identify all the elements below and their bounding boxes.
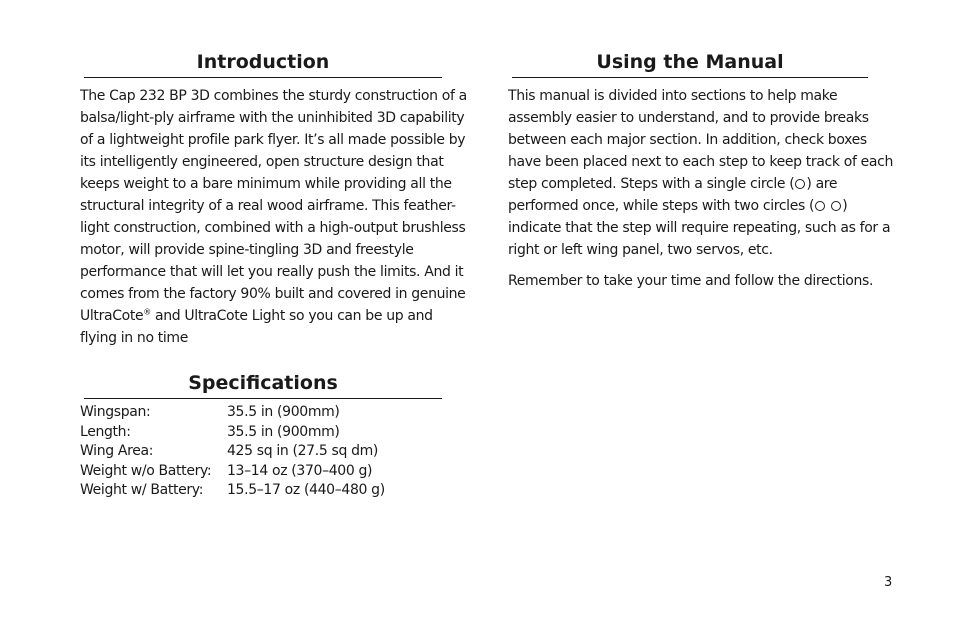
introduction-heading: Introduction [84,50,442,78]
manual-text-part3: ) indicate that the step will require repeating, such as for a right or left wing panel, two servos, etc. [508,198,891,258]
registered-mark: ® [143,307,151,317]
spec-row [80,442,385,462]
spec-label: Wing Area: [80,443,154,459]
manual-text-part1: This manual is divided into sections to help make assembly easier to understand, and to provide breaks between each major section. In addition, check boxes have been placed next to each step to keep track of each step completed. Steps with a single circle ( [508,88,894,192]
using-manual-paragraph [508,85,900,261]
spec-row [80,423,385,443]
page-number: 3 [884,575,893,590]
circle-icon [795,179,805,189]
specifications-table [80,403,385,501]
circle-icon [831,201,841,211]
specifications-heading: Specifications [84,371,442,399]
spec-label: Weight w/ Battery: [80,482,204,498]
spec-row [80,481,385,501]
manual-text-part2: ) are performed once, while steps with two circles ( [508,176,838,214]
right-column [508,0,900,292]
spec-value: 15.5–17 oz (440–480 g) [227,482,385,498]
introduction-text-part2: and UltraCote Light so you can be up and flying in no time [80,308,433,346]
spec-label: Wingspan: [80,404,151,420]
introduction-text-part1: The Cap 232 BP 3D combines the sturdy construction of a balsa/light-ply airframe with the uninhibited 3D capability of a lightweight profile park flyer. It’s all made possible by its intelligently engineered, open structure design that keeps weight to a bare minimum while providing all the structural integrity of a real wood airframe. This feather-light construction, combined with a high-output brushless motor, will provide spine-tingling 3D and freestyle performance that will let you really push the limits. And it comes from the factory 90% built and covered in genuine UltraCote [80,88,467,324]
circle-icon [815,201,825,211]
left-column [80,0,468,501]
using-manual-heading: Using the Manual [512,50,868,78]
introduction-paragraph [80,85,468,349]
spec-value: 425 sq in (27.5 sq dm) [227,443,379,459]
spec-value: 13–14 oz (370–400 g) [227,462,373,479]
spec-row [80,403,385,423]
remember-paragraph: Remember to take your time and follow the directions. [508,273,874,289]
spec-value: 35.5 in (900mm) [227,423,340,440]
spec-label: Length: [80,423,131,440]
spec-label: Weight w/o Battery: [80,462,212,479]
spec-row [80,462,385,482]
spec-value: 35.5 in (900mm) [227,404,340,420]
